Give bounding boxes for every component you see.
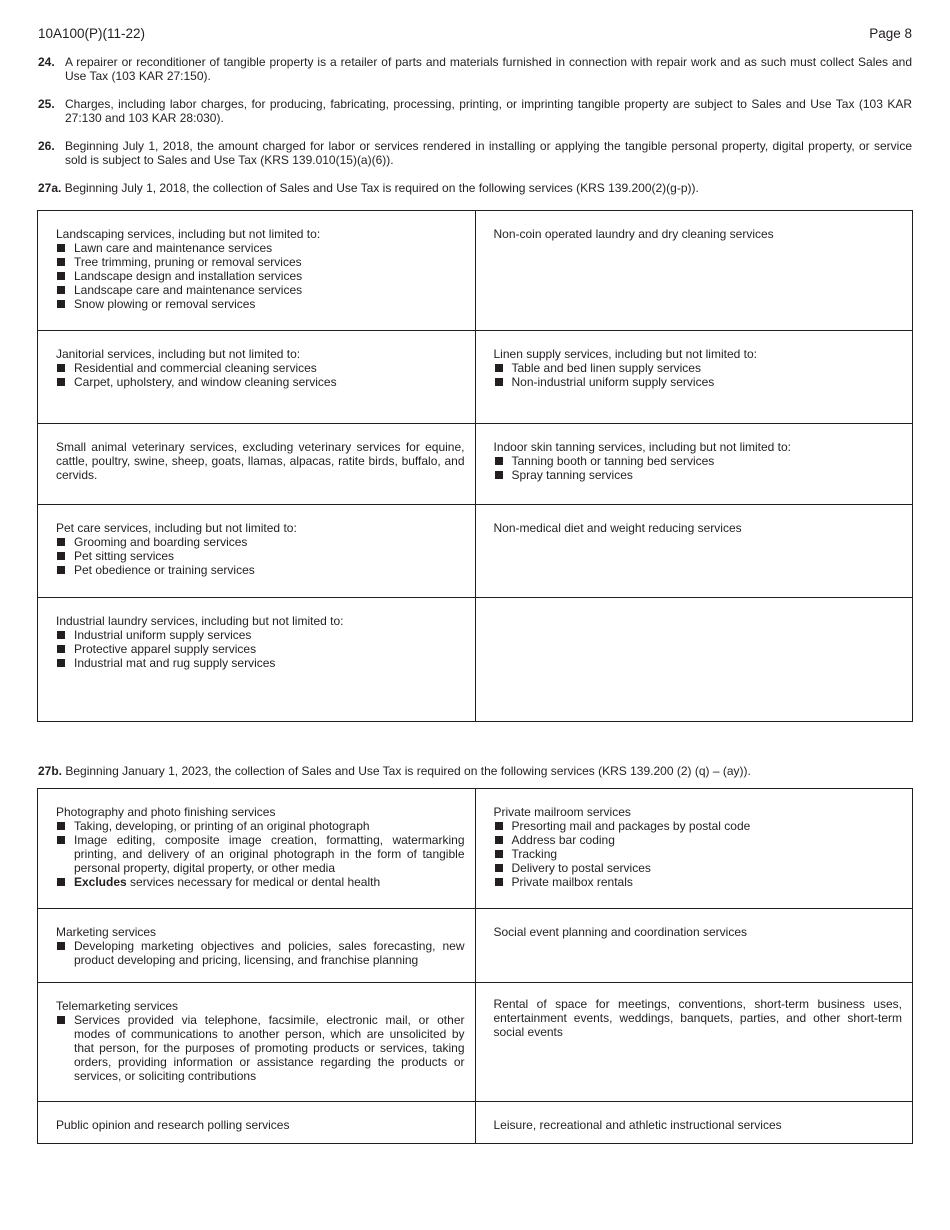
paragraph-24 (38, 55, 912, 83)
paragraph-text: Beginning July 1, 2018, the amount charged for labor or services rendered in installing or applying the tangible personal property, digital property, or service sold is subject to Sales and Use Tax (KRS 139.010(15)(a)(6)). (65, 139, 912, 167)
list-item: Private mailbox rentals (494, 875, 903, 889)
service-cell-diet (475, 505, 913, 598)
service-cell-polling (38, 1102, 476, 1144)
service-title: Indoor skin tanning services, including but not limited to: (493, 440, 791, 454)
service-cell-pet-care (38, 505, 476, 598)
service-cell-photography (38, 789, 476, 909)
list-item: Address bar coding (494, 833, 903, 847)
service-title: Social event planning and coordination services (493, 925, 747, 939)
list-item: Landscape design and installation services (56, 269, 465, 283)
list-item: Spray tanning services (494, 468, 903, 482)
services-table-27b (37, 788, 913, 1144)
list-item: Presorting mail and packages by postal code (494, 819, 903, 833)
list-item: Tracking (494, 847, 903, 861)
list-item: Table and bed linen supply services (494, 361, 903, 375)
paragraph-25 (38, 97, 912, 125)
service-title: Rental of space for meetings, conventions, short-term business uses, entertainment events, weddings, banquets, parties, and other short-term social events (493, 997, 902, 1039)
list-item: Landscape care and maintenance services (56, 283, 465, 297)
page-number: Page 8 (869, 26, 912, 41)
list-item: Taking, developing, or printing of an original photograph (56, 819, 465, 833)
section-27b-intro (38, 764, 912, 778)
list-item: Snow plowing or removal services (56, 297, 465, 311)
service-cell-marketing (38, 909, 476, 983)
service-title: Private mailroom services (493, 805, 631, 819)
service-cell-telemarketing (38, 983, 476, 1102)
paragraph-26 (38, 139, 912, 167)
list-item: Carpet, upholstery, and window cleaning services (56, 375, 465, 389)
service-title: Industrial laundry services, including but not limited to: (56, 614, 344, 628)
service-title: Leisure, recreational and athletic instructional services (493, 1118, 782, 1132)
list-item: Residential and commercial cleaning services (56, 361, 465, 375)
list-item: Delivery to postal services (494, 861, 903, 875)
section-27a-intro (38, 181, 912, 195)
section-text: Beginning January 1, 2023, the collection of Sales and Use Tax is required on the following services (KRS 139.200 (2) (q) – (ay)). (65, 764, 751, 778)
empty-cell (475, 598, 913, 722)
service-title: Non-coin operated laundry and dry cleaning services (493, 227, 774, 241)
section-number: 27b. (38, 764, 63, 778)
paragraph-number: 26. (38, 139, 55, 153)
service-title: Linen supply services, including but not limited to: (493, 347, 757, 361)
service-title: Small animal veterinary services, excluding veterinary services for equine, cattle, poultry, swine, sheep, goats, llamas, alpacas, ratite birds, buffalo, and cervids. (56, 440, 465, 482)
excludes-text: services necessary for medical or dental health (126, 875, 381, 889)
service-title: Telemarketing services (56, 999, 179, 1013)
service-cell-space-rental (475, 983, 913, 1102)
service-title: Photography and photo finishing services (56, 805, 276, 819)
list-item: Developing marketing objectives and policies, sales forecasting, new product developing and pricing, licensing, and franchise planning (56, 939, 465, 967)
list-item: Pet sitting services (56, 549, 465, 563)
service-cell-tanning (475, 424, 913, 505)
service-cell-laundry-dry-cleaning (475, 211, 913, 331)
service-title: Janitorial services, including but not limited to: (56, 347, 301, 361)
form-id: 10A100(P)(11-22) (38, 26, 146, 41)
list-item: Pet obedience or training services (56, 563, 465, 577)
list-item: Industrial uniform supply services (56, 628, 465, 642)
service-title: Non-medical diet and weight reducing services (493, 521, 742, 535)
service-cell-landscaping (38, 211, 476, 331)
services-table-27a (37, 210, 913, 722)
section-text: Beginning July 1, 2018, the collection of Sales and Use Tax is required on the following services (KRS 139.200(2)(g-p)). (64, 181, 699, 195)
service-cell-instructional (475, 1102, 913, 1144)
service-cell-janitorial (38, 331, 476, 424)
list-item: Industrial mat and rug supply services (56, 656, 465, 670)
service-cell-linen-supply (475, 331, 913, 424)
paragraph-number: 25. (38, 97, 55, 111)
list-item: Tanning booth or tanning bed services (494, 454, 903, 468)
service-cell-veterinary (38, 424, 476, 505)
section-number: 27a. (38, 181, 62, 195)
paragraph-text: Charges, including labor charges, for producing, fabricating, processing, printing, or imprinting tangible property are subject to Sales and Use Tax (103 KAR 27:130 and 103 KAR 28:030). (65, 97, 912, 125)
list-item: Protective apparel supply services (56, 642, 465, 656)
service-title: Pet care services, including but not limited to: (56, 521, 297, 535)
service-title: Landscaping services, including but not limited to: (56, 227, 321, 241)
service-title: Marketing services (56, 925, 157, 939)
excludes-label: Excludes (74, 875, 127, 889)
list-item: Lawn care and maintenance services (56, 241, 465, 255)
list-item: Grooming and boarding services (56, 535, 465, 549)
list-item: Tree trimming, pruning or removal services (56, 255, 465, 269)
service-cell-event-planning (475, 909, 913, 983)
list-item: Image editing, composite image creation, formatting, watermarking printing, and delivery of an original photograph in the form of tangible personal property, digital property, or other media (56, 833, 465, 875)
paragraph-text: A repairer or reconditioner of tangible property is a retailer of parts and materials furnished in connection with repair work and as such must collect Sales and Use Tax (103 KAR 27:150). (65, 55, 912, 83)
list-item: Non-industrial uniform supply services (494, 375, 903, 389)
list-item (56, 875, 465, 889)
service-title: Public opinion and research polling services (56, 1118, 290, 1132)
service-cell-mailroom (475, 789, 913, 909)
paragraph-number: 24. (38, 55, 55, 69)
service-cell-industrial-laundry (38, 598, 476, 722)
list-item: Services provided via telephone, facsimile, electronic mail, or other modes of communications to another person, which are unsolicited by that person, for the purposes of promoting products or services, taking orders, providing information or assistance regarding the products or services, or soliciting contributions (56, 1013, 465, 1083)
